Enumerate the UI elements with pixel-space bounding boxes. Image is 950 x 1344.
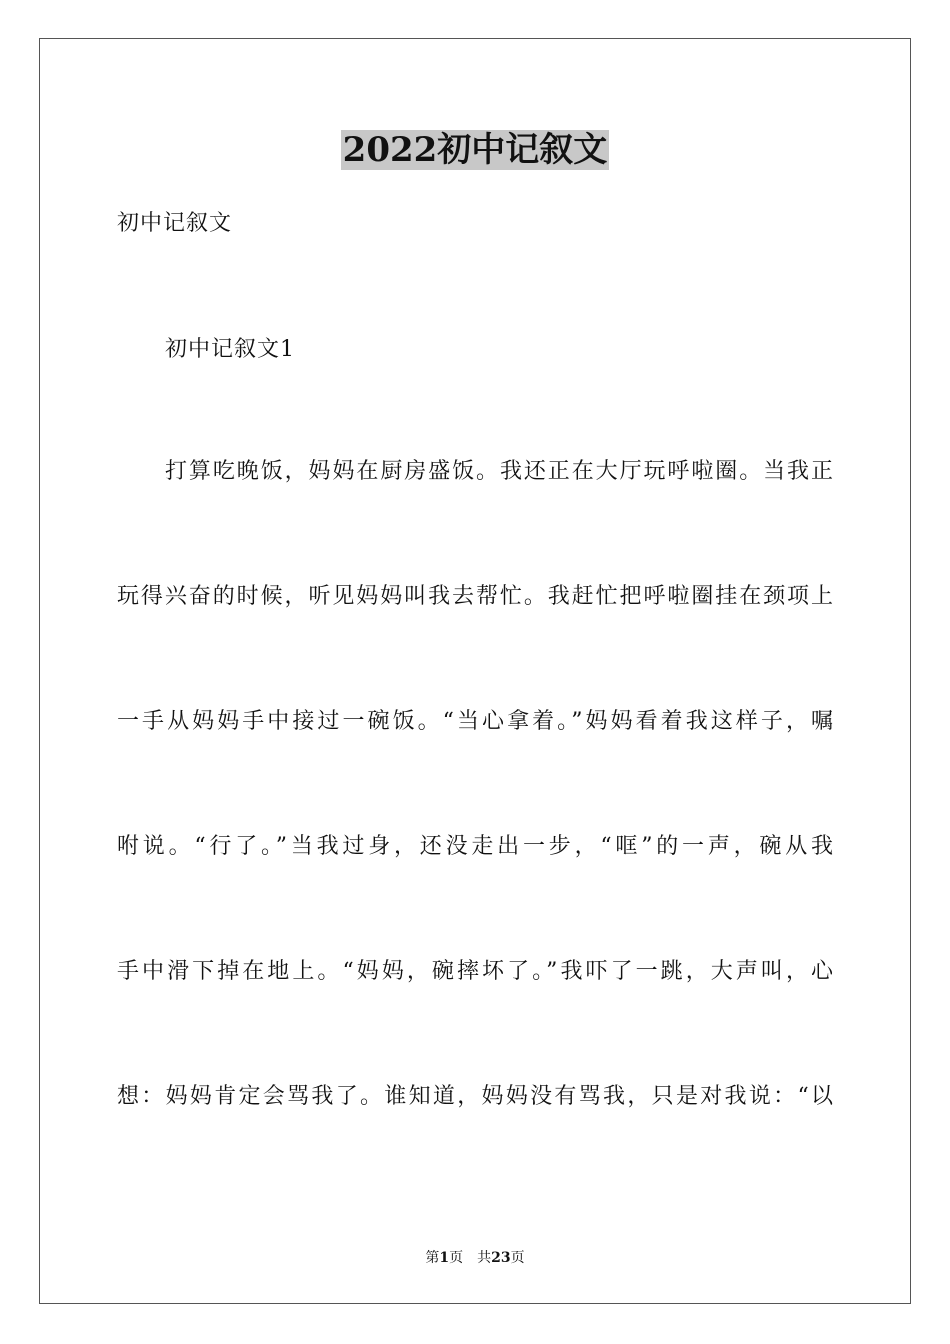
body-line: 咐说。“行了。”当我过身，还没走出一步，“哐”的一声，碗从我 [117,834,833,859]
footer-page-number: 1 [439,1250,450,1266]
body-line: 一手从妈妈手中接过一碗饭。“当心拿着。”妈妈看着我这样子，嘱 [117,709,833,734]
footer-page-suffix: 页 [449,1250,464,1266]
footer-total-suffix: 页 [510,1250,525,1266]
body-line: 想：妈妈肯定会骂我了。谁知道，妈妈没有骂我，只是对我说：“以 [117,1084,833,1109]
document-title [0,126,950,174]
document-subtitle: 初中记叙文 [117,211,233,236]
footer-page-prefix: 第 [425,1250,440,1266]
body-line: 手中滑下掉在地上。“妈妈，碗摔坏了。”我吓了一跳，大声叫，心 [117,959,833,984]
footer-total-pages: 23 [491,1250,511,1266]
body-line: 玩得兴奋的时候，听见妈妈叫我去帮忙。我赶忙把呼啦圈挂在颈项上 [117,584,833,609]
footer-total-prefix: 共 [477,1250,492,1266]
body-line: 打算吃晚饭，妈妈在厨房盛饭。我还正在大厅玩呼啦圈。当我正 [165,459,833,484]
document-title-text: 2022初中记叙文 [342,130,608,170]
section-heading: 初中记叙文1 [165,337,295,362]
page-footer [0,1248,950,1268]
body-text [117,455,833,1205]
